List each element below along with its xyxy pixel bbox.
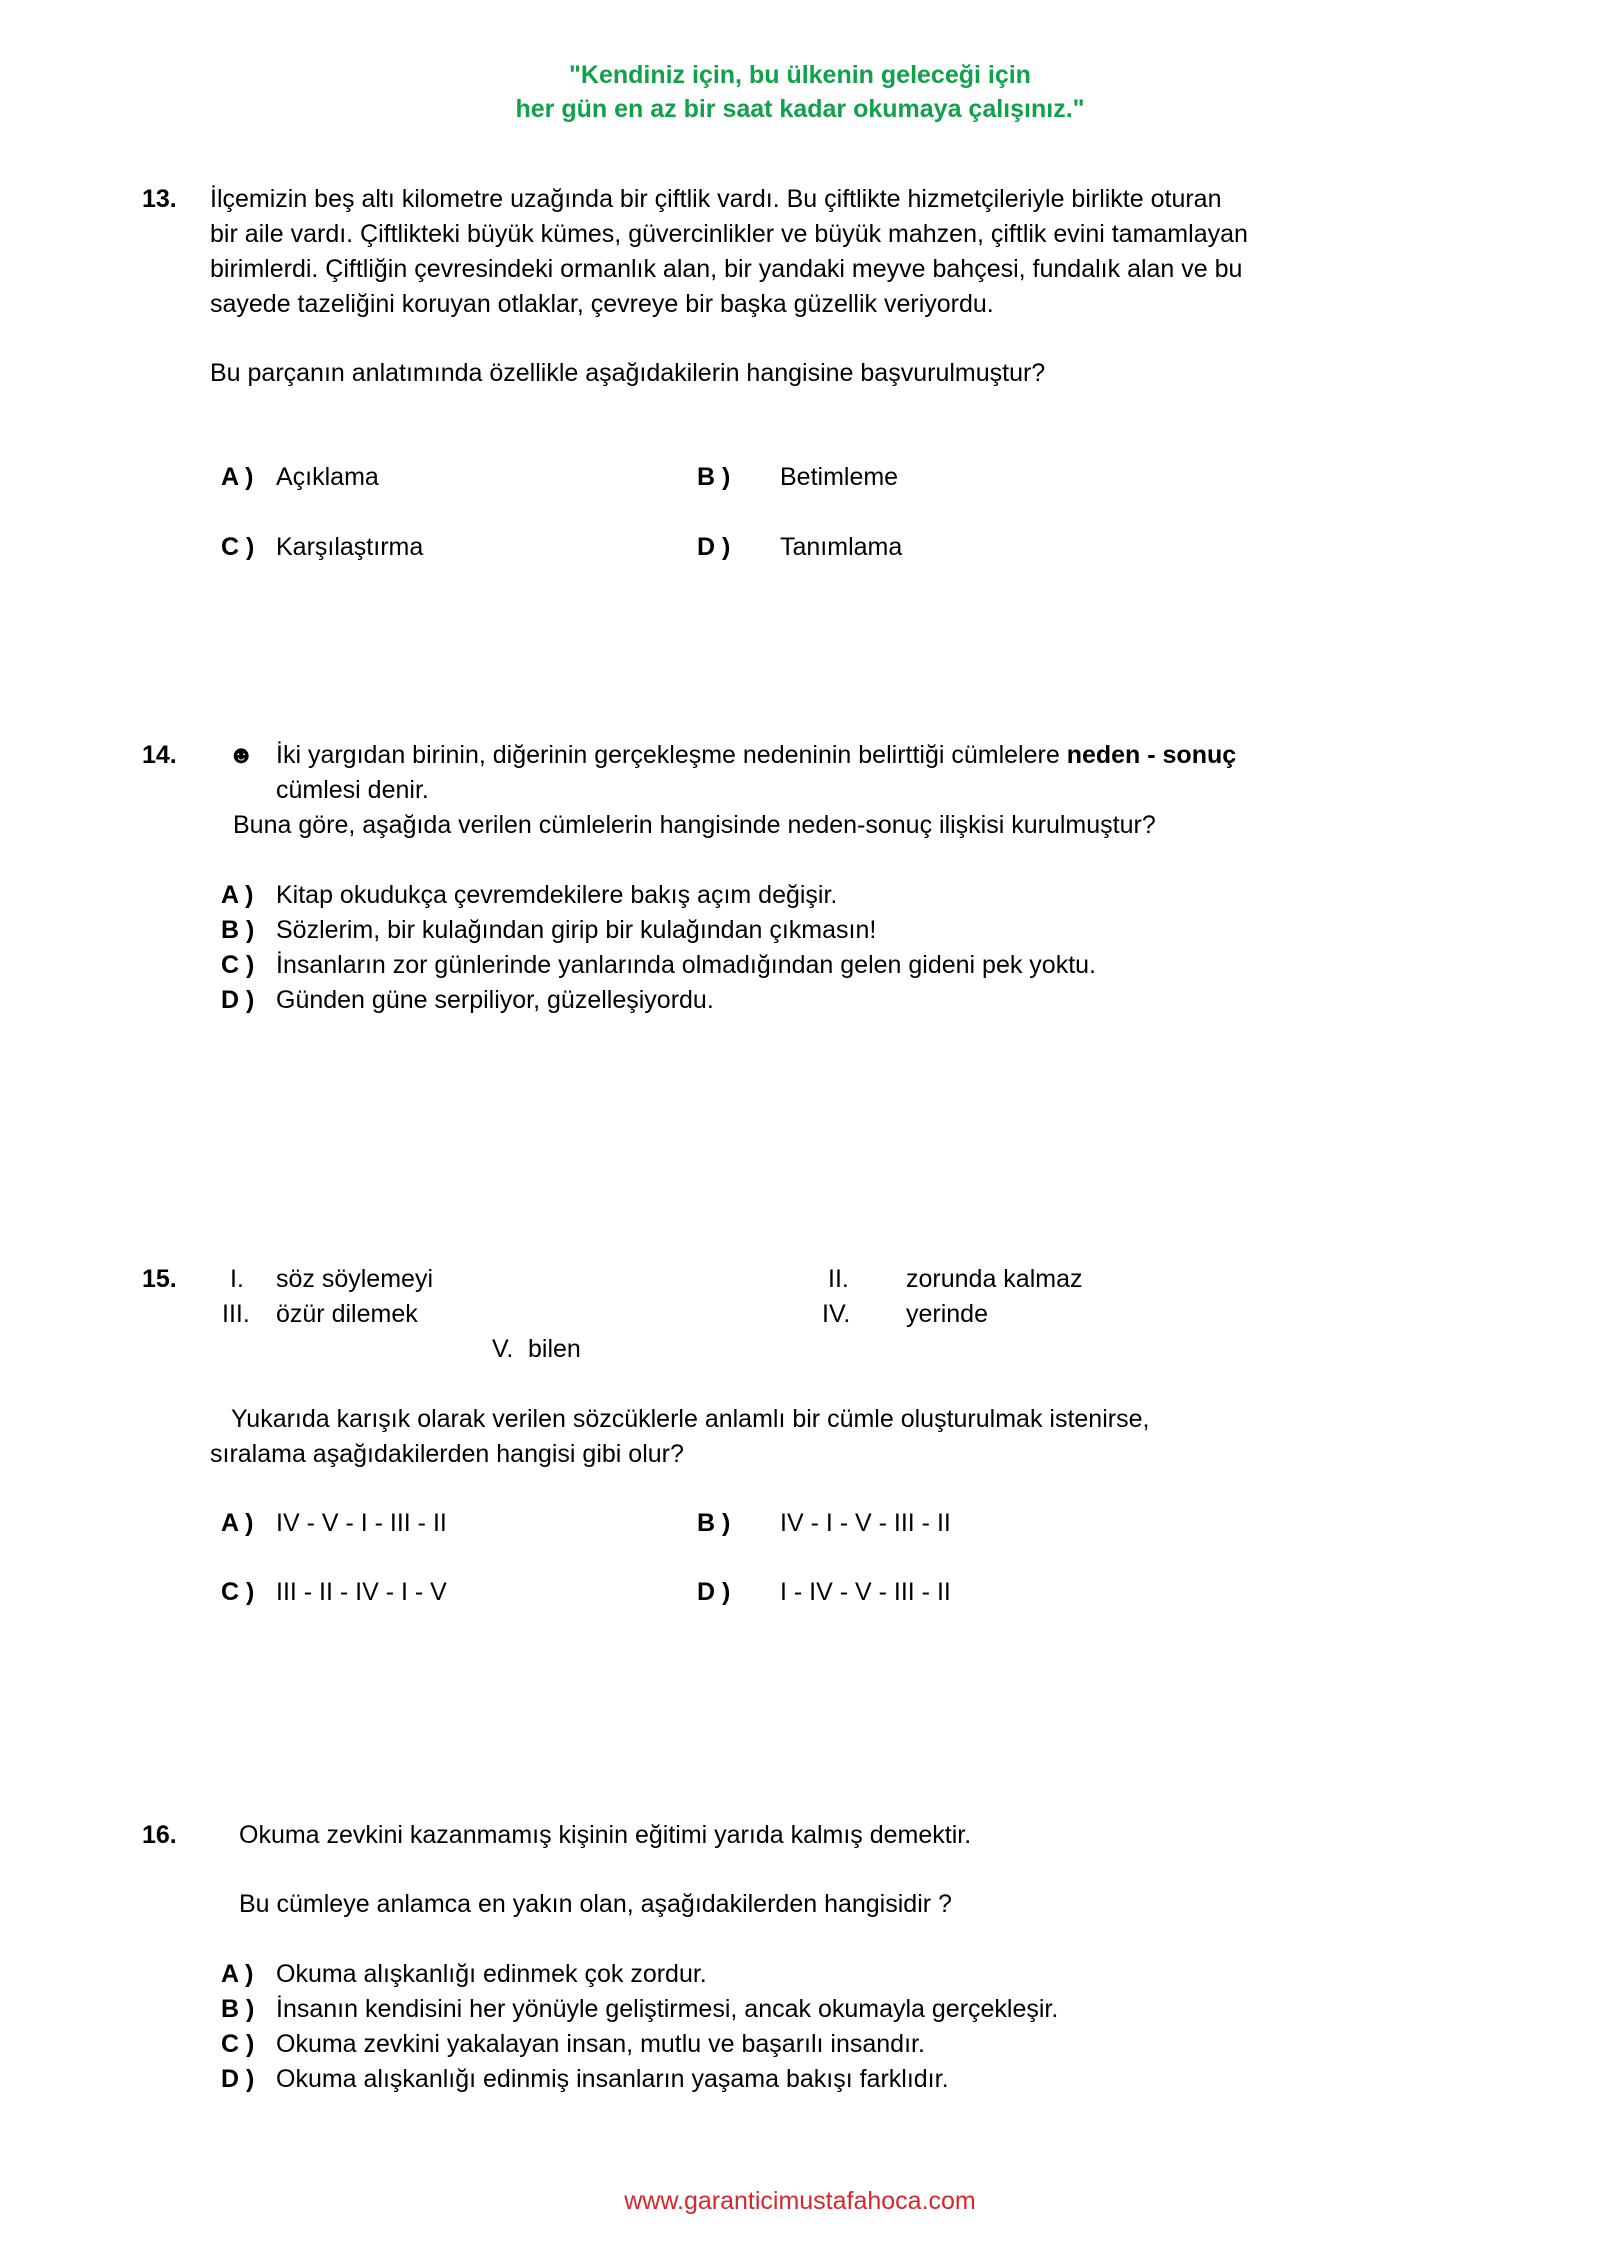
option-label[interactable]: D ) [221,986,255,1014]
definition-text: İki yargıdan birinin, diğerinin gerçekleşme nedeninin belirttiği cümlelere [276,741,1067,769]
word-text: bilen [528,1335,581,1363]
option-text[interactable]: IV - I - V - III - II [780,1509,951,1537]
option-text[interactable]: IV - V - I - III - II [276,1509,447,1537]
word-numeral: V. [492,1335,514,1363]
question-number: 13. [142,185,177,213]
option-text[interactable]: Sözlerim, bir kulağından girip bir kulağından çıkmasın! [276,916,877,944]
option-text[interactable]: Kitap okudukça çevremdekilere bakış açım değişir. [276,881,838,909]
footer-website-link[interactable]: www.garanticimustafahoca.com [624,2187,976,2215]
passage-line: birimlerdi. Çiftliğin çevresindeki ormanlık alan, bir yandaki meyve bahçesi, fundalık alan ve bu [210,255,1243,283]
statement-text: Okuma zevkini kazanmamış kişinin eğitimi yarıda kalmış demektir. [239,1821,972,1849]
option-text[interactable]: I - IV - V - III - II [780,1578,951,1606]
passage-line: bir aile vardı. Çiftlikteki büyük kümes, güvercinlikler ve büyük mahzen, çiftlik evini tamamlayan [210,220,1248,248]
option-label[interactable]: B ) [221,1995,255,2023]
option-text[interactable]: Tanımlama [780,533,903,561]
option-label[interactable]: A ) [221,463,254,491]
passage-line: İlçemizin beş altı kilometre uzağında bir çiftlik vardı. Bu çiftlikte hizmetçileriyle birlikte oturan [210,185,1222,213]
option-label[interactable]: D ) [221,2065,255,2093]
option-text[interactable]: Okuma zevkini yakalayan insan, mutlu ve başarılı insandır. [276,2030,925,2058]
question-number: 14. [142,741,177,769]
option-label[interactable]: A ) [221,1960,254,1988]
definition-term: neden - sonuç [1066,741,1237,769]
word-text: söz söylemeyi [276,1265,433,1293]
question-text: Bu parçanın anlatımında özellikle aşağıdakilerin hangisine başvurulmuştur? [210,359,1046,387]
passage-line: sayede tazeliğini koruyan otlaklar, çevreye bir başka güzellik veriyordu. [210,290,994,318]
question-text: Bu cümleye anlamca en yakın olan, aşağıdakilerden hangisidir ? [239,1890,952,1918]
option-text[interactable]: Betimleme [780,463,899,491]
option-label[interactable]: B ) [697,463,731,491]
question-text-line-1: Yukarıda karışık olarak verilen sözcüklerle anlamlı bir cümle oluşturulmak istenirse, [231,1405,1150,1433]
option-text[interactable]: İnsanın kendisini her yönüyle geliştirmesi, ancak okumayla gerçekleşir. [276,1995,1059,2023]
word-text: özür dilemek [276,1300,418,1328]
word-numeral: II. [828,1265,849,1293]
word-numeral: IV. [822,1300,851,1328]
option-label[interactable]: A ) [221,881,254,909]
option-label[interactable]: C ) [221,1578,255,1606]
question-number: 16. [142,1821,177,1849]
question-text: Buna göre, aşağıda verilen cümlelerin hangisinde neden-sonuç ilişkisi kurulmuştur? [233,811,1156,839]
option-label[interactable]: C ) [221,2030,255,2058]
definition-line-2: cümlesi denir. [276,776,429,804]
option-text[interactable]: III - II - IV - I - V [276,1578,447,1606]
option-label[interactable]: A ) [221,1509,254,1537]
option-label[interactable]: D ) [697,1578,731,1606]
option-text[interactable]: İnsanların zor günlerinde yanlarında olmadığından gelen gideni pek yoktu. [276,951,1096,979]
header-quote-line-2: her gün en az bir saat kadar okumaya çalışınız." [515,95,1085,123]
option-label[interactable]: C ) [221,533,255,561]
option-text[interactable]: Açıklama [276,463,379,491]
word-numeral: I. [230,1265,244,1293]
option-label[interactable]: B ) [221,916,255,944]
option-label[interactable]: C ) [221,951,255,979]
word-text: yerinde [906,1300,988,1328]
option-text[interactable]: Karşılaştırma [276,533,424,561]
question-text-line-2: sıralama aşağıdakilerden hangisi gibi olur? [210,1440,684,1468]
option-text[interactable]: Günden güne serpiliyor, güzelleşiyordu. [276,986,714,1014]
header-quote-line-1: "Kendiniz için, bu ülkenin geleceği için [569,61,1031,89]
option-text[interactable]: Okuma alışkanlığı edinmek çok zordur. [276,1960,707,1988]
option-label[interactable]: D ) [697,533,731,561]
option-label[interactable]: B ) [697,1509,731,1537]
smiley-bullet-icon: ☻ [228,741,255,769]
question-number: 15. [142,1265,177,1293]
word-numeral: III. [222,1300,250,1328]
option-text[interactable]: Okuma alışkanlığı edinmiş insanların yaşama bakışı farklıdır. [276,2065,949,2093]
definition-line [276,738,1236,773]
word-text: zorunda kalmaz [906,1265,1083,1293]
